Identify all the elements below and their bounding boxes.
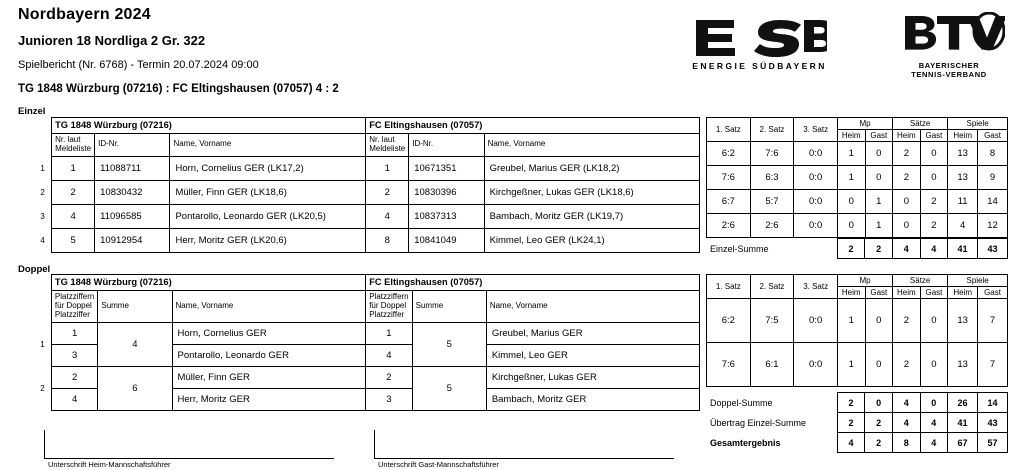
- einzel-results-table: [706, 117, 1008, 238]
- einzel-row-index: 4: [40, 235, 45, 245]
- gesamtergebnis-row: [706, 433, 1008, 453]
- doppel-home-team-label: TG 1848 Würzburg (07216): [54, 277, 172, 287]
- einzel-satz3: 0:0: [794, 142, 838, 166]
- gesamt-mp-gast: 2: [865, 433, 893, 453]
- col-spiele-heim: Heim: [948, 130, 978, 142]
- col-saetze-gast: Gast: [920, 130, 948, 142]
- section-label-doppel: Doppel: [18, 264, 51, 275]
- doppel-spiele-heim: 13: [948, 343, 978, 387]
- einzel-home-rank: 5: [52, 228, 95, 252]
- doppel-table: [34, 274, 700, 411]
- einzel-mp-gast: 0: [865, 166, 893, 190]
- einzel-spiele-heim: 13: [948, 166, 978, 190]
- einzel-satz2: 5:7: [750, 190, 794, 214]
- einzel-home-rank: 2: [52, 180, 95, 204]
- doppel-row-index: 1: [40, 339, 45, 349]
- einzel-summe-mp-heim: 2: [837, 239, 865, 259]
- einzel-home-id: 10830432: [95, 180, 170, 204]
- doppel-results-table: [706, 274, 1008, 387]
- uebertrag-spiele-heim: 41: [948, 413, 978, 433]
- col-satz2: 2. Satz: [750, 118, 794, 142]
- signature-line-guest: [374, 458, 674, 459]
- table-row: [707, 299, 1008, 343]
- doppel-guest-rank: 4: [366, 344, 412, 366]
- doppel-home-rank: 3: [51, 344, 97, 366]
- einzel-spiele-gast: 8: [978, 142, 1008, 166]
- einzel-satz2: 7:6: [750, 142, 794, 166]
- doppel-spiele-heim: 13: [948, 299, 978, 343]
- einzel-home-id-header: ID-Nr.: [95, 133, 170, 156]
- einzel-satz1: 2:6: [707, 214, 751, 238]
- col-spiele-heim: Heim: [948, 287, 978, 299]
- col-spiele: Spiele: [948, 118, 1008, 130]
- uebertrag-row: [706, 413, 1008, 433]
- doppel-saetze-gast: 0: [920, 299, 948, 343]
- btv-logo: [893, 12, 1005, 79]
- doppel-spiele-gast: 7: [978, 299, 1008, 343]
- col-mp: Mp: [837, 118, 892, 130]
- esb-logo: [692, 16, 827, 71]
- table-row: [34, 156, 700, 180]
- doppel-mp-heim: 1: [837, 343, 865, 387]
- doppel-satz2: 6:1: [750, 343, 794, 387]
- einzel-results-group-row: [707, 118, 1008, 130]
- doppel-satz1: 6:2: [707, 299, 751, 343]
- btv-logo-mark: [893, 12, 1005, 52]
- doppel-home-name: Pontarollo, Leonardo GER: [172, 344, 366, 366]
- einzel-spiele-gast: 9: [978, 166, 1008, 190]
- doppel-row-index: 2: [40, 383, 45, 393]
- einzel-summe-saetze-gast: 4: [920, 239, 948, 259]
- einzel-home-name-header: Name, Vorname: [170, 133, 366, 156]
- doppel-home-rank: 1: [51, 322, 97, 344]
- einzel-saetze-heim: 0: [893, 214, 921, 238]
- doppel-column-header-row: [34, 290, 700, 322]
- einzel-home-rank: 1: [52, 156, 95, 180]
- match-line: TG 1848 Würzburg (07216) : FC Eltingshausen (07057) 4 : 2: [18, 83, 339, 95]
- table-row: [707, 166, 1008, 190]
- esb-logo-subtitle: ENERGIE SÜDBAYERN: [692, 61, 827, 71]
- einzel-home-rank-header: Nr. laut Meldeliste: [52, 133, 95, 156]
- einzel-saetze-heim: 0: [893, 190, 921, 214]
- einzel-summe-mp-gast: 2: [865, 239, 893, 259]
- col-spiele: Spiele: [948, 275, 1008, 287]
- league-subtitle: Junioren 18 Nordliga 2 Gr. 322: [18, 33, 206, 48]
- einzel-home-rank: 4: [52, 204, 95, 228]
- doppel-guest-sum: 5: [412, 366, 486, 410]
- gesamt-saetze-heim: 8: [892, 433, 920, 453]
- doppel-guest-sum: 5: [412, 322, 486, 366]
- einzel-home-id: 10912954: [95, 228, 170, 252]
- doppel-summe-saetze-heim: 4: [892, 393, 920, 413]
- doppel-home-sum-header: Summe: [98, 290, 172, 322]
- einzel-guest-rank: 8: [366, 228, 409, 252]
- doppel-guest-name-header: Name, Vorname: [486, 290, 699, 322]
- signature-line-home: [44, 458, 334, 459]
- einzel-spiele-gast: 12: [978, 214, 1008, 238]
- doppel-satz2: 7:5: [750, 299, 794, 343]
- einzel-saetze-gast: 2: [920, 190, 948, 214]
- einzel-saetze-heim: 2: [893, 166, 921, 190]
- doppel-guest-name: Bambach, Moritz GER: [486, 388, 699, 410]
- doppel-summe-row: [706, 393, 1008, 413]
- einzel-saetze-heim: 2: [893, 142, 921, 166]
- document-header: [18, 6, 339, 95]
- einzel-home-id: 11088711: [95, 156, 170, 180]
- einzel-satz3: 0:0: [794, 214, 838, 238]
- btv-logo-subtitle-2: TENNIS-VERBAND: [911, 70, 987, 79]
- doppel-team-header-row: [34, 275, 700, 291]
- doppel-guest-team-label: FC Eltingshausen (07057): [369, 277, 483, 287]
- einzel-guest-rank: 2: [366, 180, 409, 204]
- col-satz1: 1. Satz: [707, 275, 751, 299]
- col-saetze: Sätze: [893, 275, 948, 287]
- col-satz1: 1. Satz: [707, 118, 751, 142]
- einzel-home-name: Herr, Moritz GER (LK20,6): [170, 228, 366, 252]
- einzel-mp-heim: 1: [837, 166, 865, 190]
- doppel-home-rank-header: Platzziffern für Doppel Platzziffer: [51, 290, 97, 322]
- einzel-team-header-row: [34, 118, 700, 134]
- doppel-guest-rank: 1: [366, 322, 412, 344]
- einzel-column-header-row: [34, 133, 700, 156]
- einzel-mp-heim: 0: [837, 190, 865, 214]
- table-row: [34, 228, 700, 252]
- col-satz3: 3. Satz: [794, 118, 838, 142]
- gesamt-spiele-heim: 67: [948, 433, 978, 453]
- einzel-summe-spiele-heim: 41: [948, 239, 978, 259]
- table-row: [707, 142, 1008, 166]
- einzel-table: [34, 117, 700, 253]
- doppel-guest-rank: 2: [366, 366, 412, 388]
- einzel-home-team: [52, 118, 366, 134]
- doppel-home-rank: 2: [51, 366, 97, 388]
- einzel-guest-id: 10671351: [409, 156, 484, 180]
- einzel-summe-row: [706, 239, 1008, 259]
- esb-logo-mark: [692, 16, 827, 58]
- doppel-home-rank: 4: [51, 388, 97, 410]
- page-title: Nordbayern 2024: [18, 6, 151, 23]
- einzel-satz1: 7:6: [707, 166, 751, 190]
- gesamt-mp-heim: 4: [837, 433, 865, 453]
- einzel-saetze-gast: 0: [920, 142, 948, 166]
- table-row: [34, 322, 700, 344]
- doppel-guest-sum-header: Summe: [412, 290, 486, 322]
- doppel-guest-rank-header: Platzziffern für Doppel Platzziffer: [366, 290, 412, 322]
- gesamt-spiele-gast: 57: [978, 433, 1008, 453]
- uebertrag-mp-heim: 2: [837, 413, 865, 433]
- einzel-home-name: Horn, Cornelius GER (LK17,2): [170, 156, 366, 180]
- doppel-home-name-header: Name, Vorname: [172, 290, 366, 322]
- doppel-home-name: Müller, Finn GER: [172, 366, 366, 388]
- einzel-guest-id-header: ID-Nr.: [409, 133, 484, 156]
- doppel-saetze-heim: 2: [893, 299, 921, 343]
- col-mp-heim: Heim: [837, 287, 865, 299]
- doppel-home-team: [51, 275, 365, 291]
- doppel-mp-gast: 0: [865, 299, 893, 343]
- doppel-mp-heim: 1: [837, 299, 865, 343]
- table-row: [707, 214, 1008, 238]
- col-mp: Mp: [837, 275, 892, 287]
- doppel-summe-mp-heim: 2: [837, 393, 865, 413]
- einzel-guest-name: Bambach, Moritz GER (LK19,7): [484, 204, 699, 228]
- col-mp-gast: Gast: [865, 287, 893, 299]
- table-row: [34, 204, 700, 228]
- einzel-satz1: 6:7: [707, 190, 751, 214]
- doppel-summe-spiele-gast: 14: [978, 393, 1008, 413]
- einzel-saetze-gast: 2: [920, 214, 948, 238]
- einzel-spiele-gast: 14: [978, 190, 1008, 214]
- gesamt-saetze-gast: 4: [920, 433, 948, 453]
- einzel-satz3: 0:0: [794, 166, 838, 190]
- einzel-home-team-label: TG 1848 Würzburg (07216): [55, 120, 172, 130]
- col-mp-heim: Heim: [837, 130, 865, 142]
- uebertrag-mp-gast: 2: [865, 413, 893, 433]
- einzel-row-index: 1: [40, 163, 45, 173]
- einzel-mp-gast: 1: [865, 214, 893, 238]
- doppel-results-group-row: [707, 275, 1008, 287]
- doppel-home-sum: 4: [98, 322, 172, 366]
- signature-tick-guest: [374, 430, 375, 458]
- einzel-guest-name: Greubel, Marius GER (LK18,2): [484, 156, 699, 180]
- einzel-guest-rank: 1: [366, 156, 409, 180]
- einzel-summe-spiele-gast: 43: [978, 239, 1008, 259]
- doppel-guest-name: Greubel, Marius GER: [486, 322, 699, 344]
- einzel-mp-heim: 0: [837, 214, 865, 238]
- col-satz2: 2. Satz: [750, 275, 794, 299]
- uebertrag-saetze-heim: 4: [892, 413, 920, 433]
- table-row: [34, 180, 700, 204]
- einzel-summary-table: [706, 238, 1008, 259]
- einzel-mp-heim: 1: [837, 142, 865, 166]
- table-row: [707, 190, 1008, 214]
- einzel-guest-name: Kirchgeßner, Lukas GER (LK18,6): [484, 180, 699, 204]
- einzel-guest-rank-header: Nr. laut Meldeliste: [366, 133, 409, 156]
- doppel-satz3: 0:0: [794, 299, 838, 343]
- col-satz3: 3. Satz: [794, 275, 838, 299]
- col-saetze-heim: Heim: [893, 130, 921, 142]
- doppel-guest-rank: 3: [366, 388, 412, 410]
- einzel-satz2: 2:6: [750, 214, 794, 238]
- einzel-guest-id: 10841049: [409, 228, 484, 252]
- einzel-guest-team-label: FC Eltingshausen (07057): [369, 120, 483, 130]
- doppel-home-name: Herr, Moritz GER: [172, 388, 366, 410]
- doppel-satz3: 0:0: [794, 343, 838, 387]
- einzel-mp-gast: 1: [865, 190, 893, 214]
- einzel-spiele-heim: 13: [948, 142, 978, 166]
- doppel-saetze-heim: 2: [893, 343, 921, 387]
- einzel-summe-saetze-heim: 4: [892, 239, 920, 259]
- doppel-guest-name: Kimmel, Leo GER: [486, 344, 699, 366]
- table-row: [707, 343, 1008, 387]
- einzel-satz2: 6:3: [750, 166, 794, 190]
- einzel-guest-id: 10837313: [409, 204, 484, 228]
- totals-table: [706, 392, 1008, 453]
- doppel-home-sum: 6: [98, 366, 172, 410]
- report-line: Spielbericht (Nr. 6768) - Termin 20.07.2024 09:00: [18, 59, 259, 71]
- einzel-guest-name: Kimmel, Leo GER (LK24,1): [484, 228, 699, 252]
- signature-tick-home: [44, 430, 45, 458]
- doppel-summe-label: Doppel-Summe: [710, 397, 773, 408]
- col-saetze-gast: Gast: [920, 287, 948, 299]
- uebertrag-spiele-gast: 43: [978, 413, 1008, 433]
- btv-logo-subtitle-1: BAYERISCHER: [918, 61, 980, 70]
- einzel-saetze-gast: 0: [920, 166, 948, 190]
- einzel-guest-team: [366, 118, 700, 134]
- doppel-guest-name: Kirchgeßner, Lukas GER: [486, 366, 699, 388]
- col-spiele-gast: Gast: [978, 130, 1008, 142]
- doppel-guest-team: [366, 275, 700, 291]
- einzel-satz3: 0:0: [794, 190, 838, 214]
- section-label-einzel: Einzel: [18, 106, 46, 117]
- einzel-spiele-heim: 4: [948, 214, 978, 238]
- uebertrag-saetze-gast: 4: [920, 413, 948, 433]
- doppel-summe-spiele-heim: 26: [948, 393, 978, 413]
- table-row: [34, 366, 700, 388]
- einzel-guest-name-header: Name, Vorname: [484, 133, 699, 156]
- doppel-mp-gast: 0: [865, 343, 893, 387]
- doppel-summe-saetze-gast: 0: [920, 393, 948, 413]
- doppel-saetze-gast: 0: [920, 343, 948, 387]
- doppel-summe-mp-gast: 0: [865, 393, 893, 413]
- col-spiele-gast: Gast: [978, 287, 1008, 299]
- doppel-satz1: 7:6: [707, 343, 751, 387]
- col-mp-gast: Gast: [865, 130, 893, 142]
- einzel-mp-gast: 0: [865, 142, 893, 166]
- signature-label-guest: Unterschrift Gast-Mannschaftsführer: [378, 460, 499, 469]
- doppel-home-name: Horn, Cornelius GER: [172, 322, 366, 344]
- col-saetze-heim: Heim: [893, 287, 921, 299]
- einzel-row-index: 2: [40, 187, 45, 197]
- einzel-spiele-heim: 11: [948, 190, 978, 214]
- gesamtergebnis-label: Gesamtergebnis: [710, 437, 781, 448]
- doppel-spiele-gast: 7: [978, 343, 1008, 387]
- uebertrag-label: Übertrag Einzel-Summe: [710, 417, 807, 428]
- einzel-row-index: 3: [40, 211, 45, 221]
- einzel-home-id: 11096585: [95, 204, 170, 228]
- einzel-guest-id: 10830396: [409, 180, 484, 204]
- signature-label-home: Unterschrift Heim-Mannschaftsführer: [48, 460, 171, 469]
- einzel-satz1: 6:2: [707, 142, 751, 166]
- einzel-home-name: Müller, Finn GER (LK18,6): [170, 180, 366, 204]
- einzel-home-name: Pontarollo, Leonardo GER (LK20,5): [170, 204, 366, 228]
- col-saetze: Sätze: [893, 118, 948, 130]
- einzel-summe-label: Einzel-Summe: [710, 243, 769, 254]
- einzel-guest-rank: 4: [366, 204, 409, 228]
